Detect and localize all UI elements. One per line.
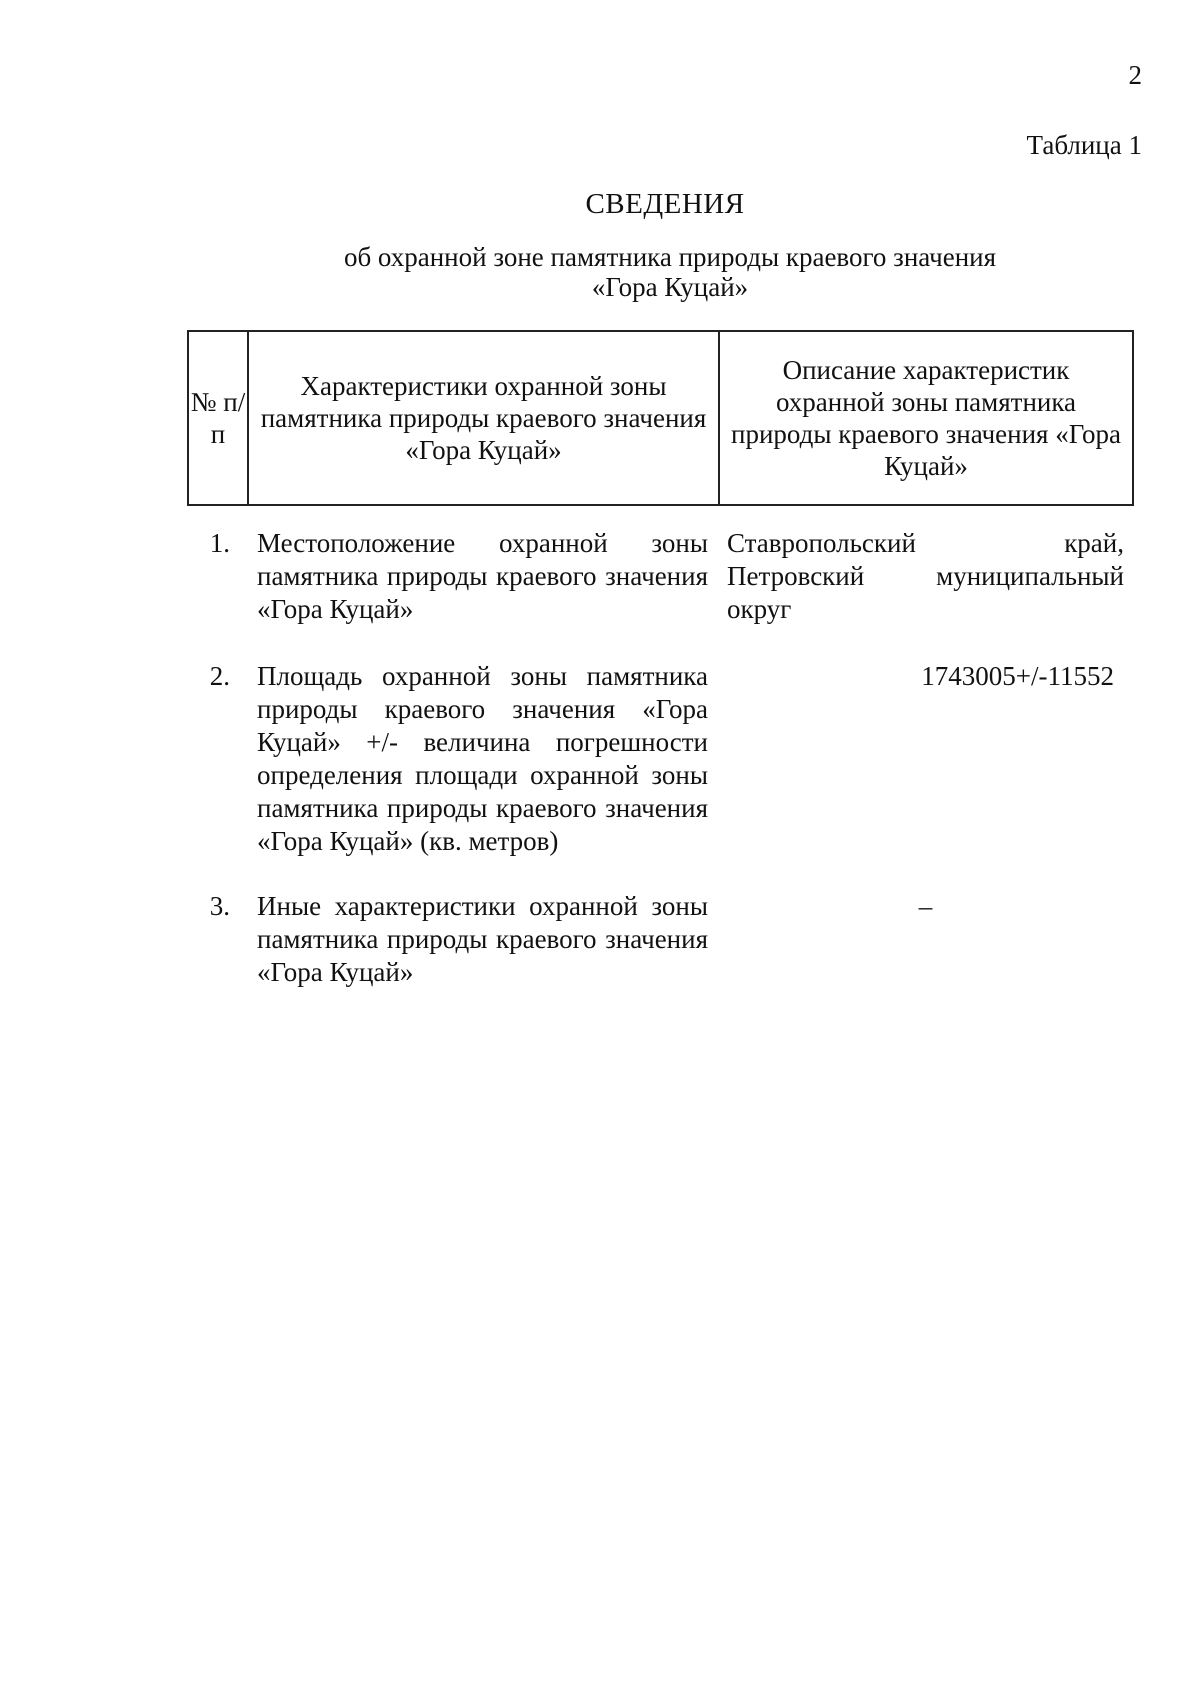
- row-characteristic: Местоположение охранной зоны памятника природы краевого значения «Гора Куцай»: [257, 528, 708, 624]
- header-characteristic: Характеристики охранной зоны памятника природы краевого значения «Гора Куцай»: [249, 332, 720, 504]
- table-header: [187, 330, 1134, 506]
- row-description: 1743005+/-11552: [921, 661, 1114, 691]
- row-characteristic: Иные характеристики охранной зоны памятника природы краевого значения «Гора Куцай»: [257, 891, 708, 987]
- page-number: 2: [1128, 60, 1142, 90]
- header-description: Описание характеристик охранной зоны памятника природы краевого значения «Гора Куцай»: [731, 355, 1121, 481]
- document-title: СВЕДЕНИЯ: [585, 188, 745, 220]
- row-number: 3.: [209, 891, 230, 921]
- row-number: 1.: [209, 528, 230, 558]
- row-description: –: [918, 891, 933, 921]
- subtitle-line-1: об охранной зоне памятника природы краевого значения: [343, 242, 997, 272]
- row-description: Ставропольский край, Петровский муниципальный округ: [727, 528, 1124, 624]
- row-number: 2.: [209, 661, 230, 691]
- document-subtitle: [300, 242, 1040, 302]
- subtitle-line-2: «Гора Куцай»: [591, 272, 749, 302]
- table-label: Таблица 1: [1026, 130, 1142, 160]
- row-characteristic: Площадь охранной зоны памятника природы краевого значения «Гора Куцай» +/- величина погрешности определения площади охранной зоны памятника природы краевого значения «Гора Куцай» (кв. метров): [257, 661, 708, 856]
- header-number: № п/п: [189, 332, 249, 504]
